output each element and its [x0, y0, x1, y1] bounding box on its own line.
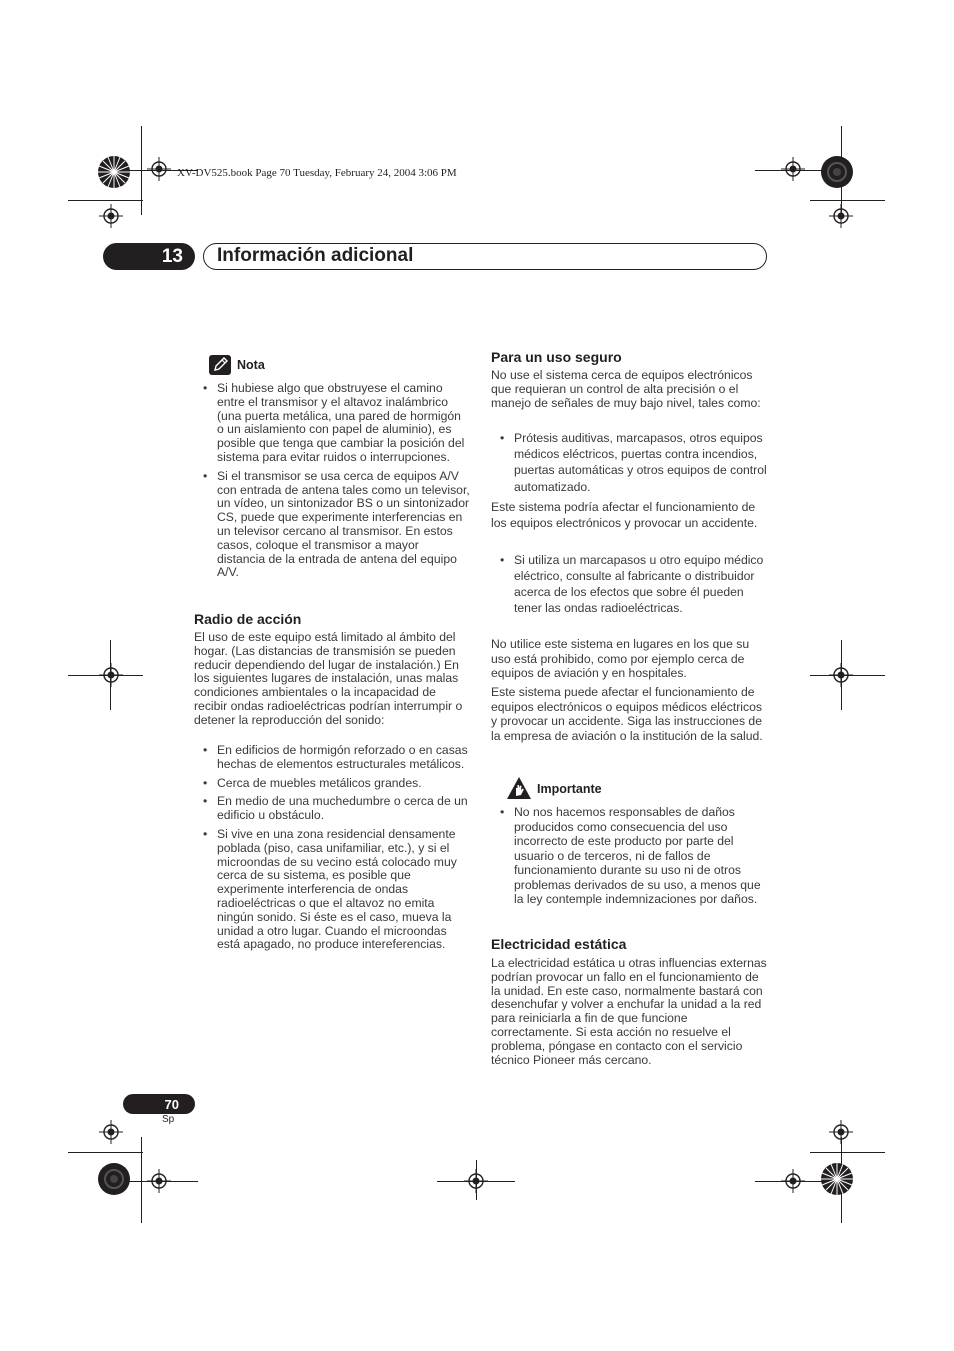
page-language: Sp	[162, 1114, 175, 1125]
note-list	[194, 382, 470, 580]
safe-use-list-1	[491, 430, 767, 495]
registration-target-icon	[829, 663, 853, 687]
registration-target-icon	[99, 663, 123, 687]
list-item: • Si vive en una zona residencial densamente poblada (piso, casa unifamiliar, etc.), y si el microondas de su vecino está colocado muy cerca de su sistema, es posible que experimente interferencia de ondas radioeléctricas o que el altavoz no emita ningún sonido. Si éste es el caso, mueva la unidad a otro lugar. Cuando el microondas está apagado, no produce intereferencias.	[194, 828, 470, 952]
list-item: • Si hubiese algo que obstruyese el camino entre el transmisor y el altavoz inalámbrico (una puerta metálica, una pared de hormigón o un aislamiento con papel de aluminio), es posible que tenga que cambiar la posición del sistema para evitar ruidos o interrupciones.	[194, 382, 470, 465]
registration-target-icon	[781, 1169, 805, 1193]
color-wheel-icon	[820, 155, 854, 189]
static-text: La electricidad estática u otras influencias externas podrían provocar un fallo en el funcionamiento de la unidad. En este caso, normalmente bastará con desenchufar y volver a enchufar la unidad a la red para reiniciarla a fin de que funcione correctamente. Si esta acción no resuelve el problema, póngase en contacto con el servicio técnico Pioneer más cercano.	[491, 956, 767, 1067]
registration-target-icon	[829, 204, 853, 228]
list-item: • Si utiliza un marcapasos u otro equipo médico eléctrico, consulte al fabricante o distribuidor acerca de los efectos que sobre él pueden tener las ondas radioeléctricas.	[491, 552, 767, 616]
pencil-note-icon	[209, 355, 231, 375]
section-heading-static: Electricidad estática	[491, 936, 627, 952]
list-item: • Prótesis auditivas, marcapasos, otros equipos médicos eléctricos, puertas contra incendios, puertas automáticas y otros equipos de control automatizado.	[491, 430, 767, 495]
safe-use-intro: No use el sistema cerca de equipos electrónicos que requieran un control de alta precisión o el manejo de señales de muy bajo nivel, tales como:	[491, 368, 761, 410]
list-item: • En edificios de hormigón reforzado o en casas hechas de elementos estructurales metálicos.	[194, 744, 470, 772]
safe-use-para-4: Este sistema puede afectar el funcionamiento de equipos electrónicos o equipos médicos eléctricos y provocar un accidente. Siga las instrucciones de la empresa de aviación o la institución de la salud.	[491, 685, 763, 743]
star-target-icon	[97, 155, 131, 189]
range-intro: El uso de este equipo está limitado al ámbito del hogar. (Las distancias de transmisión se pueden reducir dependiendo del lugar de instalación.) En los siguientes lugares de instalación, unas malas condiciones ambientales o la incapacidad de recibir ondas radioeléctricas podrían interrumpir o detener la reproducción del sonido:	[194, 630, 463, 727]
list-item: • Cerca de muebles metálicos grandes.	[194, 777, 470, 791]
registration-target-icon	[829, 1120, 853, 1144]
warning-hand-icon	[506, 776, 532, 800]
range-list	[194, 744, 470, 952]
chapter-title: Información adicional	[217, 245, 414, 266]
safe-use-para-3: No utilice este sistema en lugares en los que su uso está prohibido, como por ejemplo cerca de equipos de aviación y en hospitales.	[491, 637, 750, 680]
important-list	[491, 805, 767, 907]
safe-use-para-2: Este sistema podría afectar el funcionamiento de los equipos electrónicos y provocar un accidente.	[491, 500, 758, 530]
color-wheel-icon	[97, 1162, 131, 1196]
important-label: Importante	[537, 782, 602, 796]
registration-target-icon	[99, 1120, 123, 1144]
safe-use-list-2	[491, 552, 767, 616]
star-target-icon	[820, 1162, 854, 1196]
registration-target-icon	[99, 204, 123, 228]
list-item: • En medio de una muchedumbre o cerca de un edificio u obstáculo.	[194, 795, 470, 823]
registration-target-icon	[464, 1169, 488, 1193]
list-item: • Si el transmisor se usa cerca de equipos A/V con entrada de antena tales como un televisor, un vídeo, un sintonizador BS o un sintonizador CS, puede que experimente interferencias en un televisor cercano al transmisor. En estos casos, coloque el transmisor a mayor distancia de la entrada de antena del equipo A/V.	[194, 470, 470, 580]
registration-target-icon	[147, 157, 171, 181]
page-number: 70	[123, 1094, 195, 1114]
chapter-number: 13	[103, 243, 195, 270]
registration-target-icon	[781, 157, 805, 181]
section-heading-safe-use: Para un uso seguro	[491, 349, 622, 365]
section-heading-range: Radio de acción	[194, 611, 302, 627]
print-info: XV-DV525.book Page 70 Tuesday, February 24, 2004 3:06 PM	[177, 167, 457, 179]
registration-target-icon	[147, 1169, 171, 1193]
list-item: • No nos hacemos responsables de daños producidos como consecuencia del uso incorrecto de este producto por parte del usuario o de terceros, ni de fallos de funcionamiento durante su uso ni de otros problemas derivados de su uso, a menos que la ley contemple indemnizaciones por daños.	[491, 805, 767, 907]
note-label: Nota	[237, 358, 265, 372]
